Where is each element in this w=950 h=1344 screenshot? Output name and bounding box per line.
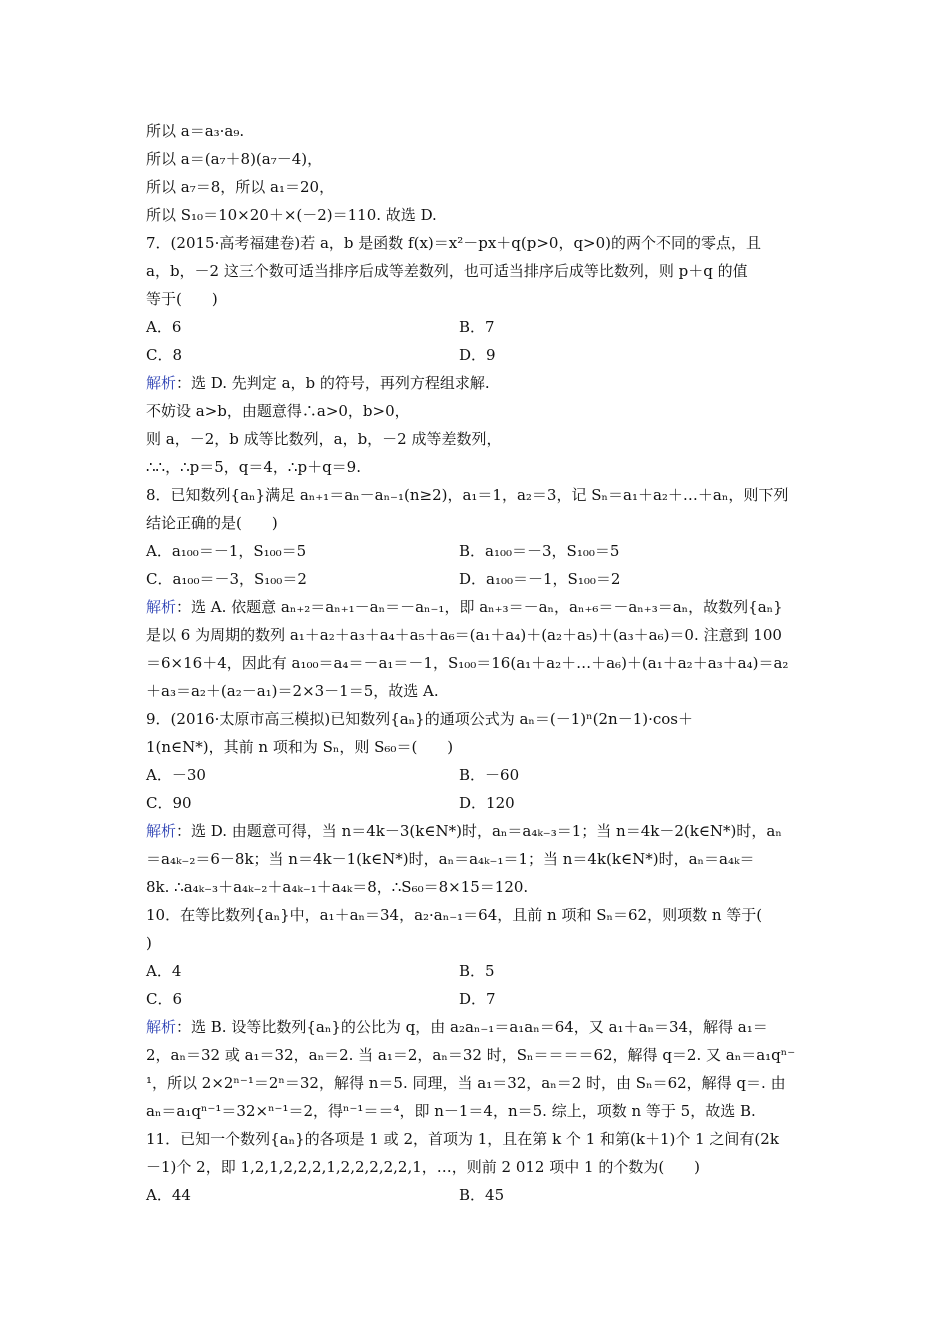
option-d: D．9 bbox=[459, 346, 496, 364]
option-c: C．8 bbox=[146, 346, 183, 364]
text-line: 所以 a＝(a₇＋8)(a₇－4)， bbox=[146, 150, 323, 168]
analysis-line bbox=[146, 373, 490, 393]
option-d: D．a₁₀₀＝－1，S₁₀₀＝2 bbox=[459, 570, 621, 588]
option-c: C．6 bbox=[146, 990, 183, 1008]
option-b: B．45 bbox=[459, 1186, 505, 1204]
option-a: A．6 bbox=[146, 318, 182, 336]
text-line: 所以 S₁₀＝10×20＋×(－2)＝110. 故选 D. bbox=[146, 206, 437, 224]
option-b: B．7 bbox=[459, 318, 495, 336]
analysis-line bbox=[146, 597, 783, 617]
text-line: 等于( ) bbox=[146, 290, 218, 308]
analysis-label: 解析 bbox=[146, 1018, 177, 1036]
option-d: D．120 bbox=[459, 794, 515, 812]
analysis-text: ：选 D. 先判定 a，b 的符号，再列方程组求解. bbox=[176, 374, 490, 392]
analysis-text: ：选 D. 由题意可得，当 n＝4k－3(k∈N*)时，aₙ＝a₄ₖ₋₃＝1；当 n＝4k－2(k∈N*)时，aₙ bbox=[176, 822, 782, 840]
text-line: 所以 a＝a₃·a₉. bbox=[146, 122, 245, 140]
analysis-line bbox=[146, 821, 782, 841]
option-a: A．a₁₀₀＝－1，S₁₀₀＝5 bbox=[146, 542, 307, 560]
option-a: A．4 bbox=[146, 962, 182, 980]
option-c: C．a₁₀₀＝－3，S₁₀₀＝2 bbox=[146, 570, 307, 588]
text-line: aₙ＝a₁qⁿ⁻¹＝32×ⁿ⁻¹＝2，得ⁿ⁻¹＝＝⁴，即 n－1＝4，n＝5. 综上，项数 n 等于 5，故选 B. bbox=[146, 1102, 756, 1120]
option-a: A．－30 bbox=[146, 766, 206, 784]
text-line: 所以 a₇＝8，所以 a₁＝20， bbox=[146, 178, 335, 196]
option-c: C．90 bbox=[146, 794, 192, 812]
text-line: ＋a₃＝a₂＋(a₂－a₁)＝2×3－1＝5，故选 A. bbox=[146, 682, 439, 700]
question-9-stem: 9．(2016·太原市高三模拟)已知数列{aₙ}的通项公式为 aₙ＝(－1)ⁿ(2n－1)·cos＋ bbox=[146, 710, 693, 728]
text-line: －1)个 2，即 1,2,1,2,2,2,1,2,2,2,2,2,1，…，则前 2 012 项中 1 的个数为( ) bbox=[146, 1158, 701, 1176]
text-line: ) bbox=[146, 934, 152, 952]
analysis-label: 解析 bbox=[146, 822, 177, 840]
analysis-text: ：选 B. 设等比数列{aₙ}的公比为 q，由 a₂aₙ₋₁＝a₁aₙ＝64，又 a₁＋aₙ＝34，解得 a₁＝ bbox=[176, 1018, 768, 1036]
option-d: D．7 bbox=[459, 990, 496, 1008]
analysis-line bbox=[146, 1017, 768, 1037]
question-8-stem: 8．已知数列{aₙ}满足 aₙ₊₁＝aₙ－aₙ₋₁(n≥2)，a₁＝1，a₂＝3，记 Sₙ＝a₁＋a₂＋…＋aₙ，则下列 bbox=[146, 486, 789, 504]
option-b: B．－60 bbox=[459, 766, 520, 784]
option-b: B．5 bbox=[459, 962, 495, 980]
text-line: 是以 6 为周期的数列 a₁＋a₂＋a₃＋a₄＋a₅＋a₆＝(a₁＋a₄)＋(a₂＋a₅)＋(a₃＋a₆)＝0. 注意到 100 bbox=[146, 626, 782, 644]
text-line: a，b，－2 这三个数可适当排序后成等差数列，也可适当排序后成等比数列，则 p＋q 的值 bbox=[146, 262, 748, 280]
text-line: 结论正确的是( ) bbox=[146, 514, 278, 532]
question-11-stem: 11．已知一个数列{aₙ}的各项是 1 或 2，首项为 1，且在第 k 个 1 和第(k＋1)个 1 之间有(2k bbox=[146, 1130, 779, 1148]
text-line: 1(n∈N*)，其前 n 项和为 Sₙ，则 S₆₀＝( ) bbox=[146, 738, 454, 756]
text-line: ＝a₄ₖ₋₂＝6－8k；当 n＝4k－1(k∈N*)时，aₙ＝a₄ₖ₋₁＝1；当 n＝4k(k∈N*)时，aₙ＝a₄ₖ＝ bbox=[146, 850, 755, 868]
analysis-text: ：选 A. 依题意 aₙ₊₂＝aₙ₊₁－aₙ＝－aₙ₋₁，即 aₙ₊₃＝－aₙ，aₙ₊₆＝－aₙ₊₃＝aₙ，故数列{aₙ} bbox=[176, 598, 783, 616]
text-line: ＝6×16＋4，因此有 a₁₀₀＝a₄＝－a₁＝－1，S₁₀₀＝16(a₁＋a₂＋…＋a₆)＋(a₁＋a₂＋a₃＋a₄)＝a₂ bbox=[146, 654, 789, 672]
analysis-label: 解析 bbox=[146, 598, 177, 616]
text-line: ¹，所以 2×2ⁿ⁻¹＝2ⁿ＝32，解得 n＝5. 同理，当 a₁＝32，aₙ＝2 时，由 Sₙ＝62，解得 q＝. 由 bbox=[146, 1074, 786, 1092]
text-line: ∴∴，∴p＝5，q＝4，∴p＋q＝9. bbox=[146, 458, 361, 476]
question-7-stem: 7．(2015·高考福建卷)若 a，b 是函数 f(x)＝x²－px＋q(p>0，q>0)的两个不同的零点，且 bbox=[146, 234, 762, 252]
text-line: 2，aₙ＝32 或 a₁＝32，aₙ＝2. 当 a₁＝2，aₙ＝32 时，Sₙ＝＝＝＝62，解得 q＝2. 又 aₙ＝a₁qⁿ⁻ bbox=[146, 1046, 796, 1064]
text-line: 8k. ∴a₄ₖ₋₃＋a₄ₖ₋₂＋a₄ₖ₋₁＋a₄ₖ＝8，∴S₆₀＝8×15＝120. bbox=[146, 878, 529, 896]
option-a: A．44 bbox=[146, 1186, 191, 1204]
option-b: B．a₁₀₀＝－3，S₁₀₀＝5 bbox=[459, 542, 620, 560]
analysis-label: 解析 bbox=[146, 374, 177, 392]
text-line: 则 a，－2，b 成等比数列，a，b，－2 成等差数列， bbox=[146, 430, 502, 448]
text-line: 不妨设 a>b，由题意得∴a>0，b>0， bbox=[146, 402, 410, 420]
question-10-stem: 10．在等比数列{aₙ}中，a₁＋aₙ＝34，a₂·aₙ₋₁＝64，且前 n 项和 Sₙ＝62，则项数 n 等于( bbox=[146, 906, 763, 924]
